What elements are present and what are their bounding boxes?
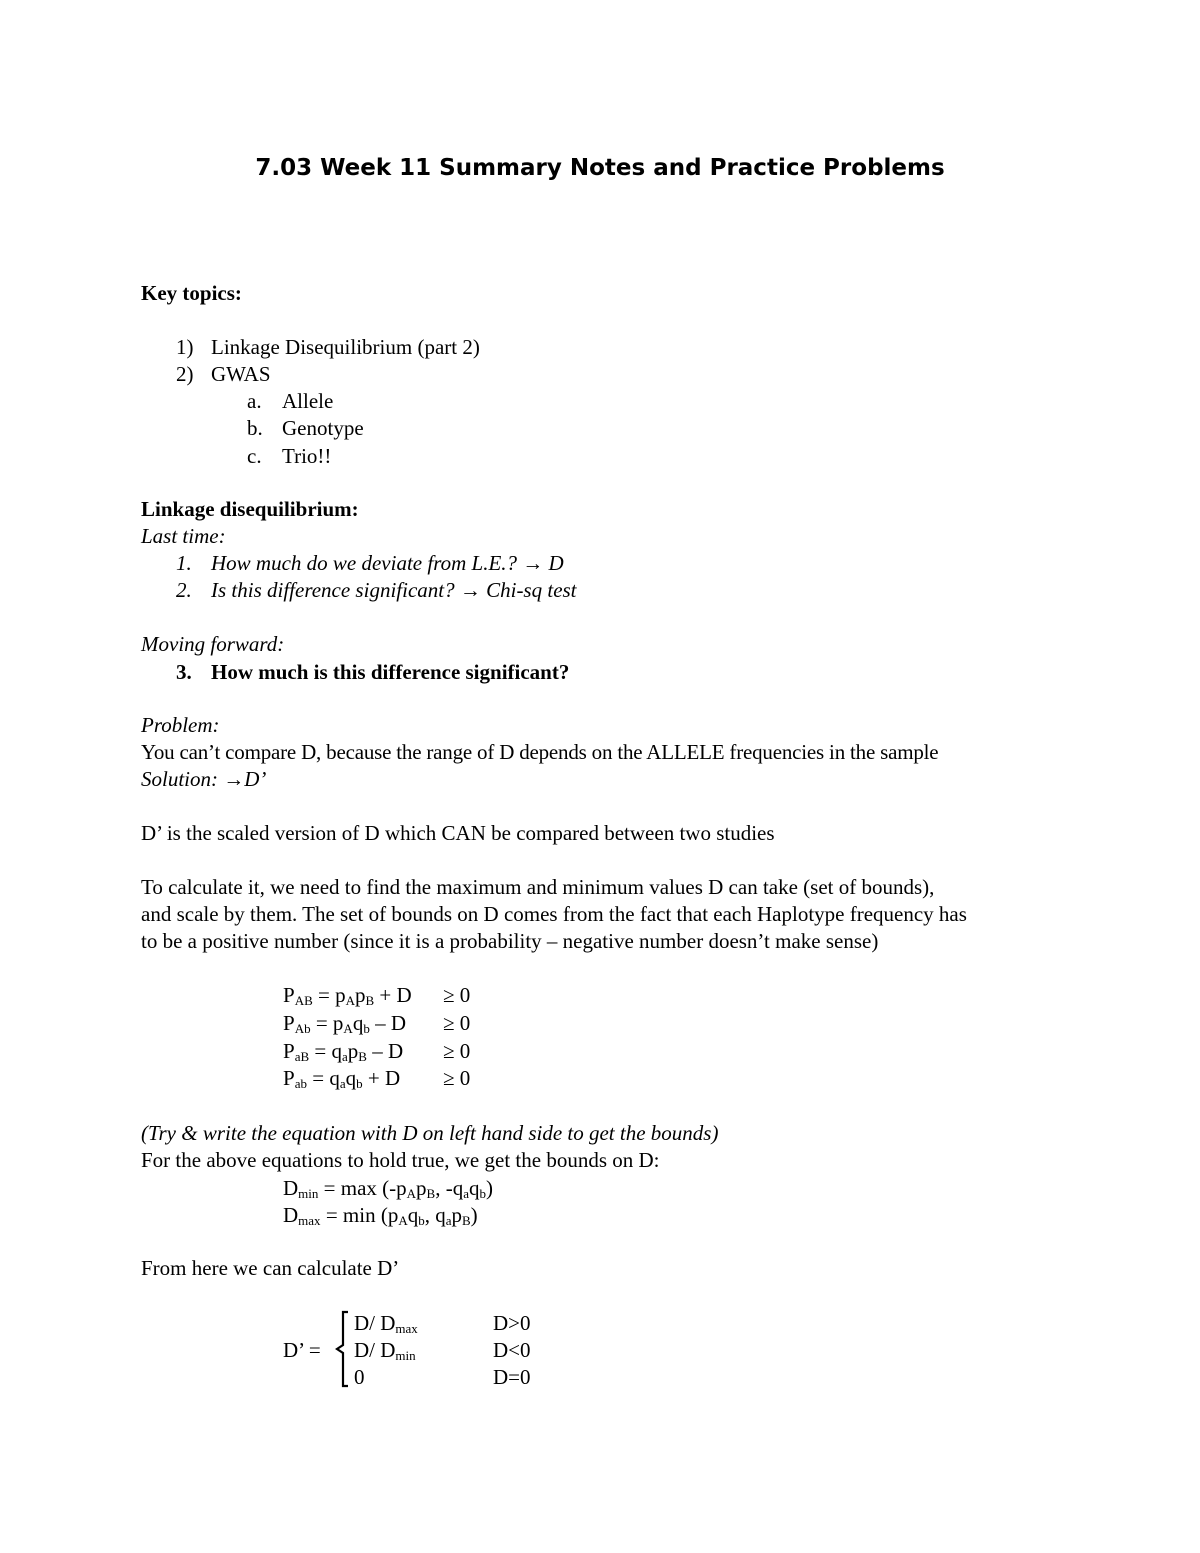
calc-line: To calculate it, we need to find the maximum and minimum values D can take (set of bounds), <box>141 875 935 899</box>
equation-pab-lower: $P_{ab} = q_aq_b + D$ <box>283 1066 401 1091</box>
equation-pab: $P_{AB} = p_Ap_B + D$ <box>283 983 412 1008</box>
from-here-text: From here we can calculate D’ <box>141 1256 400 1280</box>
try-note: (Try & write the equation with D on left hand side to get the bounds) <box>141 1121 719 1145</box>
geq-zero: ≥ 0 <box>443 1066 471 1090</box>
topic-number: 2) <box>176 362 194 386</box>
moving-forward-number: 3. <box>176 660 192 684</box>
solution-label: Solution: →D’ <box>141 767 267 791</box>
subtopic-item: Trio!! <box>282 444 332 468</box>
calc-line: and scale by them. The set of bounds on D comes from the fact that each Haplotype frequency has <box>141 902 967 926</box>
case-condition: D<0 <box>493 1338 531 1362</box>
case-condition: D=0 <box>493 1365 531 1389</box>
last-time-number: 1. <box>176 551 192 575</box>
dprime-description: D’ is the scaled version of D which CAN be compared between two studies <box>141 821 775 845</box>
case-expression: 0 <box>354 1365 365 1389</box>
topic-number: 1) <box>176 335 194 359</box>
last-time-label: Last time: <box>141 524 226 548</box>
bounds-intro: For the above equations to hold true, we get the bounds on D: <box>141 1148 660 1172</box>
last-time-number: 2. <box>176 578 192 602</box>
calc-line: to be a positive number (since it is a probability – negative number doesn’t make sense) <box>141 929 879 953</box>
page-title: 7.03 Week 11 Summary Notes and Practice Problems <box>255 155 945 181</box>
subtopic-item: Genotype <box>282 416 364 440</box>
subtopic-letter: b. <box>247 416 263 440</box>
problem-label: Problem: <box>141 713 220 737</box>
subtopic-letter: a. <box>247 389 262 413</box>
equation-paB: $P_{aB} = q_ap_B - D$ <box>283 1039 404 1064</box>
dmax-equation: $D_{max} = \min (p_Aq_b$, $q_ap_B$) <box>283 1203 478 1228</box>
topic-item: Linkage Disequilibrium (part 2) <box>211 335 480 359</box>
dprime-lhs: D’ = <box>283 1338 321 1362</box>
last-time-item: Is this difference significant? → Chi-sq test <box>211 578 577 602</box>
ld-heading: Linkage disequilibrium: <box>141 497 359 521</box>
problem-text: You can’t compare D, because the range of D depends on the ALLELE frequencies in the sample <box>141 740 939 764</box>
geq-zero: ≥ 0 <box>443 983 471 1007</box>
geq-zero: ≥ 0 <box>443 1011 471 1035</box>
geq-zero: ≥ 0 <box>443 1039 471 1063</box>
equation-pAb: $P_{Ab} = p_Aq_b - D$ <box>283 1011 406 1036</box>
moving-forward-item: How much is this difference significant? <box>211 660 570 684</box>
dmin-equation: $D_{min} = \max (-p_Ap_B$, $-q_aq_b$) <box>283 1176 493 1201</box>
moving-forward-label: Moving forward: <box>141 632 285 656</box>
last-time-item: How much do we deviate from L.E.? → D <box>211 551 564 575</box>
case-expression: D/ $D_{min}$ <box>354 1338 416 1363</box>
key-topics-heading: Key topics: <box>141 281 242 305</box>
topic-item: GWAS <box>211 362 271 386</box>
left-brace-icon <box>332 1309 354 1389</box>
subtopic-item: Allele <box>282 389 334 413</box>
subtopic-letter: c. <box>247 444 262 468</box>
case-expression: D/ $D_{max}$ <box>354 1311 418 1336</box>
case-condition: D>0 <box>493 1311 531 1335</box>
